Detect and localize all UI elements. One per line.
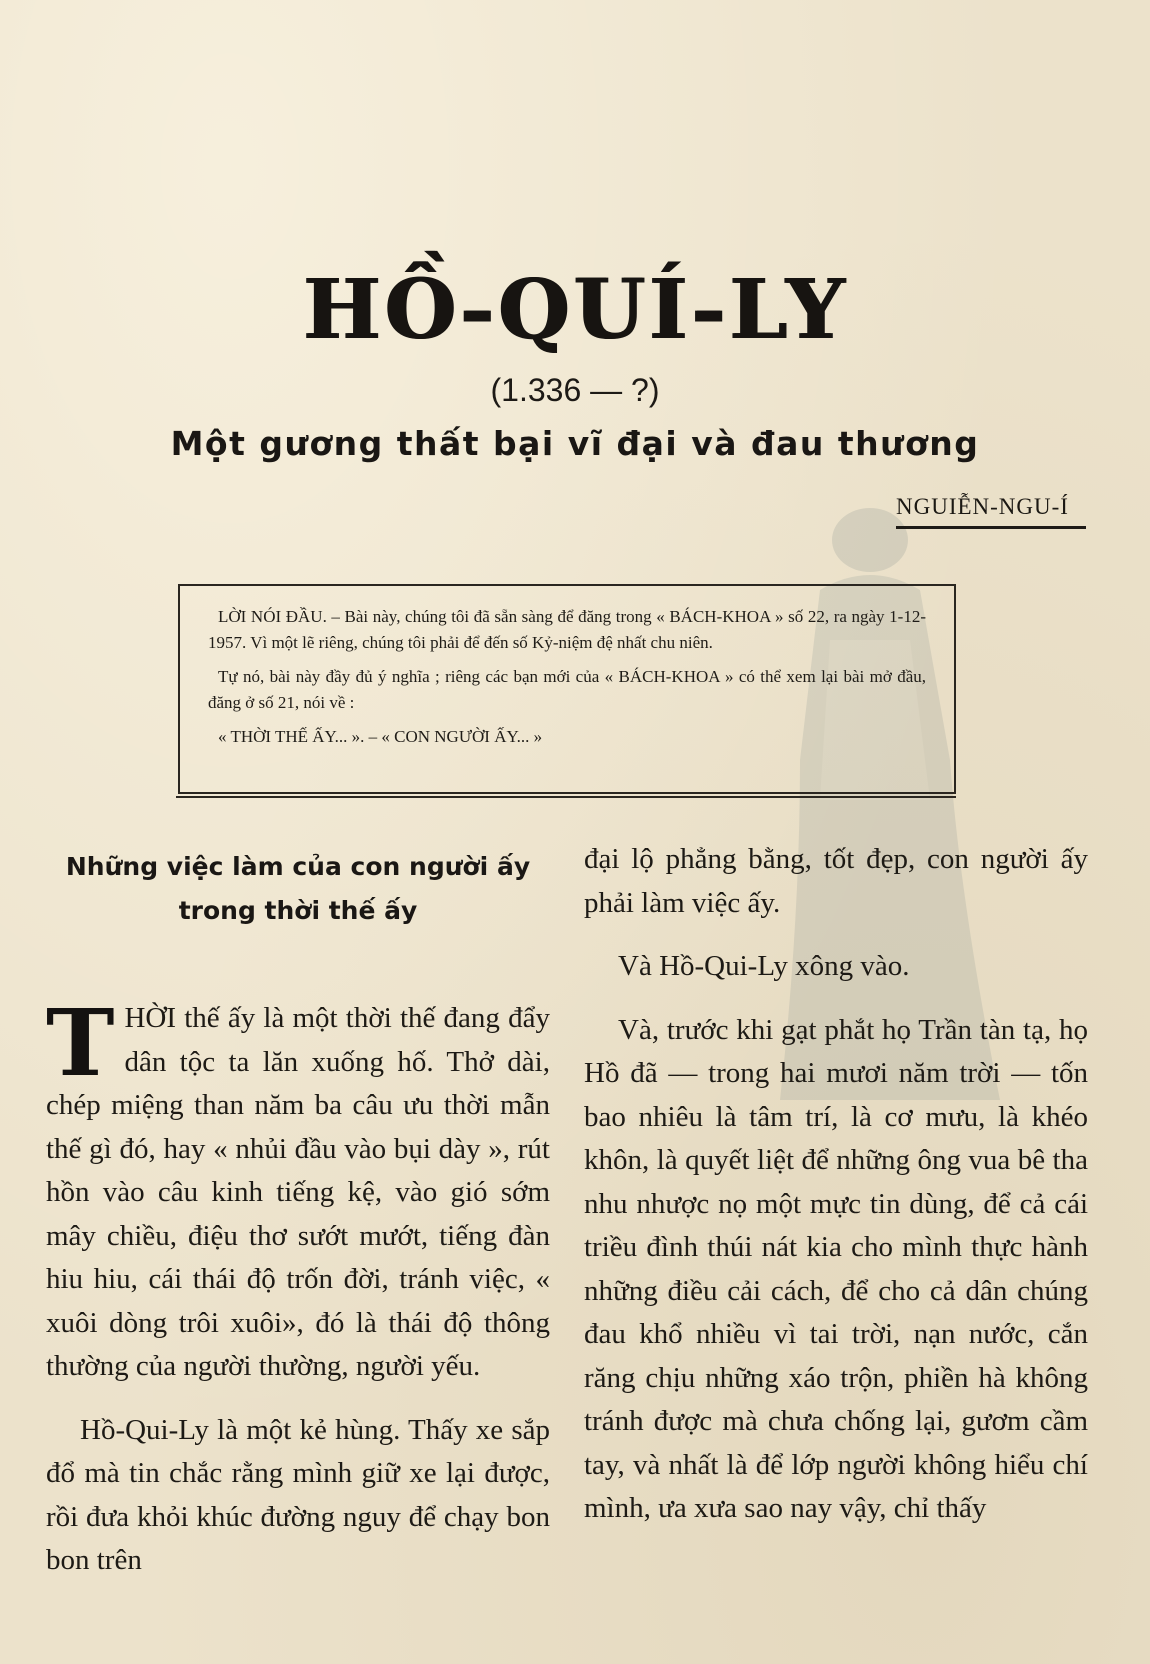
paragraph-text: HỜI thế ấy là một thời thế đang đẩy dân tộc ta lăn xuống hố. Thở dài, chép miệng than năm ba câu ưu thời mẫn thế gì đó, hay « nhủi đầu vào bụi dày », rút hồn vào câu kinh tiếng kệ, vào gió sớm mây chiều, điệu thơ sướt mướt, tiếng đàn hiu hiu, cái thái độ trốn đời, tránh việc, « xuôi dòng trôi xuôi», đó là thái độ thông thường của người thường, người yếu.	[46, 1002, 550, 1382]
body-paragraph	[46, 989, 550, 1389]
body-paragraph: Và Hồ-Qui-Ly xông vào.	[618, 950, 910, 982]
body-paragraph: Hồ-Qui-Ly là một kẻ hùng. Thấy xe sắp đổ mà tin chắc rằng mình giữ xe lại được, rồi đưa khỏi khúc đường nguy để chạy bon bon trên	[46, 1413, 550, 1576]
article-title: HỒ-QUÍ-LY	[302, 262, 848, 358]
article-author: NGUIỄN-NGU-Í	[896, 494, 1086, 529]
preface-paragraph: « THỜI THẾ ẤY... ». – « CON NGƯỜI ẤY... »	[218, 727, 543, 746]
article-subtitle: Một gương thất bại vĩ đại và đau thương	[170, 424, 980, 463]
preface-shadow-rule	[176, 796, 956, 798]
body-paragraph: Và, trước khi gạt phắt họ Trần tàn tạ, họ Hồ đã — trong hai mươi năm trời — tốn bao nhiêu là tâm trí, là cơ mưu, là khéo khôn, là quyết liệt để những ông vua bê tha nhu nhược nọ một mực tin dùng, để cả cái triều đình thúi nát kia cho mình thực hành những điều cải cách, để cho cả dân chúng đau khổ nhiều vì tai trời, nạn nước, cắn răng chịu những xáo trộn, phiền hà không tránh được mà chưa chống lại, gươm cầm tay, và nhất là để lớp người không hiểu chí mình, ưa xưa sao nay vậy, chỉ thấy	[584, 1013, 1088, 1524]
article-dates: (1.336 — ?)	[490, 372, 660, 408]
left-column	[46, 835, 550, 1603]
drop-cap: T	[46, 989, 115, 1097]
preface-paragraph: Tự nó, bài này đầy đủ ý nghĩa ; riêng các bạn mới của « BÁCH-KHOA » có thể xem lại bài mở đầu, đăng ở số 21, nói về :	[208, 667, 926, 712]
preface-box	[178, 584, 956, 794]
body-paragraph: đại lộ phẳng bằng, tốt đẹp, con người ấy phải làm việc ấy.	[584, 843, 1088, 919]
section-heading: Những việc làm của con người ấy trong thời thế ấy	[65, 852, 531, 925]
preface-paragraph: LỜI NÓI ĐẦU. – Bài này, chúng tôi đã sẵn sàng để đăng trong « BÁCH-KHOA » số 22, ra ngày 1-12-1957. Vì một lẽ riêng, chúng tôi phải để đến số Kỷ-niệm đệ nhất chu niên.	[208, 607, 926, 652]
right-column	[584, 838, 1088, 1551]
